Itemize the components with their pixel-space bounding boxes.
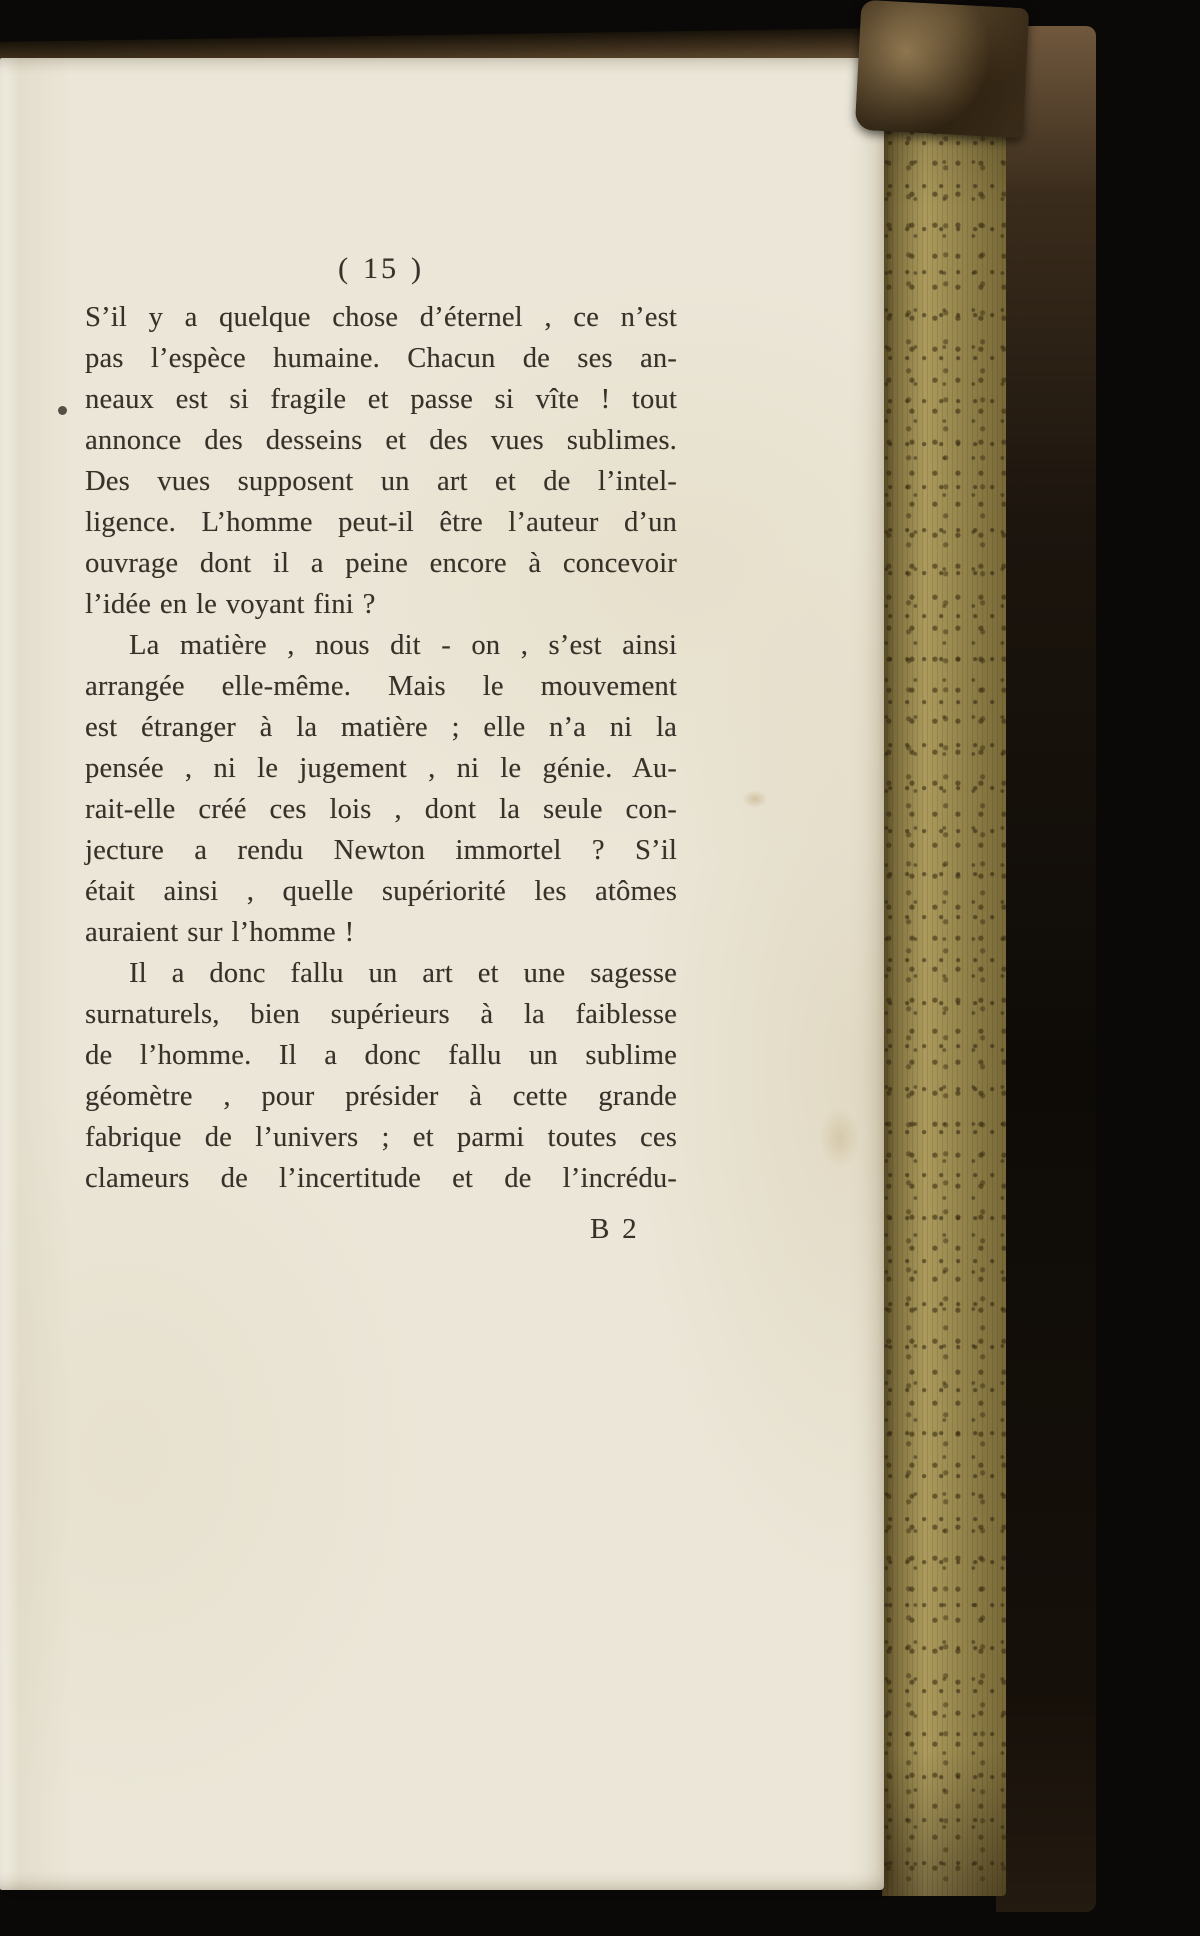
book-cover-right	[996, 26, 1096, 1912]
text-line: ouvrage dont il a peine encore à concevoir	[85, 548, 677, 579]
paragraph	[85, 625, 677, 953]
paper-stain	[742, 790, 768, 808]
book-corner-wear	[855, 0, 1030, 138]
text-line: annonce des desseins et des vues sublimes.	[85, 425, 677, 456]
text-line: arrangée elle-même. Mais le mouvement	[85, 671, 677, 702]
text-line: de l’homme. Il a donc fallu un sublime	[85, 1040, 677, 1071]
text-body	[85, 297, 677, 1199]
paper-stain	[820, 1108, 860, 1168]
ink-fleck	[58, 406, 67, 415]
text-line: jecture a rendu Newton immortel ? S’il	[85, 835, 677, 866]
text-line: pas l’espèce humaine. Chacun de ses an-	[85, 343, 677, 374]
text-line: Il a donc fallu un art et une sagesse	[129, 958, 677, 989]
book-page	[0, 58, 884, 1890]
text-line: rait-elle créé ces lois , dont la seule con-	[85, 794, 677, 825]
text-line: La matière , nous dit - on , s’est ainsi	[129, 630, 677, 661]
text-line: était ainsi , quelle supériorité les atômes	[85, 876, 677, 907]
text-line: l’idée en le voyant fini ?	[85, 589, 376, 620]
text-line: pensée , ni le jugement , ni le génie. Au-	[85, 753, 677, 784]
text-line: S’il y a quelque chose d’éternel , ce n’est	[85, 302, 677, 333]
text-line: fabrique de l’univers ; et parmi toutes ces	[85, 1122, 677, 1153]
text-line: Des vues supposent un art et de l’intel-	[85, 466, 677, 497]
page-number: ( 15 )	[338, 252, 424, 285]
paragraph	[85, 297, 677, 625]
text-line: neaux est si fragile et passe si vîte ! tout	[85, 384, 677, 415]
text-area	[85, 250, 677, 1250]
text-line: surnaturels, bien supérieurs à la faiblesse	[85, 999, 677, 1030]
paragraph	[85, 953, 677, 1199]
text-line: ligence. L’homme peut-il être l’auteur d’un	[85, 507, 677, 538]
text-line: géomètre , pour présider à cette grande	[85, 1081, 677, 1112]
signature-mark: B 2	[590, 1213, 639, 1245]
text-line: est étranger à la matière ; elle n’a ni la	[85, 712, 677, 743]
book-fore-edge-pages	[882, 64, 1006, 1896]
text-line: auraient sur l’homme !	[85, 917, 355, 948]
text-line: clameurs de l’incertitude et de l’incrédu-	[85, 1163, 677, 1194]
